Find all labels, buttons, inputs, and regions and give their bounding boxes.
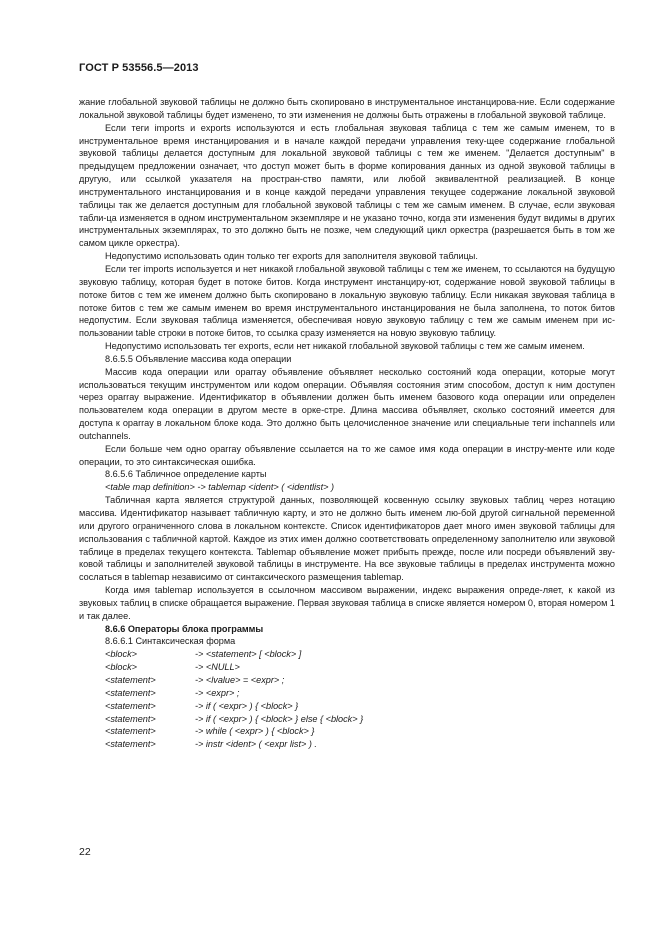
grammar-rhs: -> <lvalue> = <expr> ; [195, 674, 285, 685]
page-number: 22 [79, 846, 91, 858]
grammar-rhs: -> if ( <expr> ) { <block> } [195, 700, 299, 711]
paragraph-imports-future: Если тег imports используется и нет никакой глобальной звуковой таблицы с тем же именем, то ссылаются на будущую звуковую таблицу, которая будет в потоке битов. Когда инструмент инстанциру-ют, содержание новой звуковой таблицы в потоке битов с тем же именем должно быть скопировано в локальную звуковую таблицу. Если никакая звуковая таблица в потоке битов с тем же самым именем во время инструментального инстанцирования не была заполнена, то поток битов недопустим. Если звуковая таблица изменяется, обеспечивая новую звуковую таблицу с тем же самым именем при ис-пользовании table строки в потоке битов, то ссылка сразу изменяется на новую звуковую таблицу. [79, 263, 615, 339]
grammar-rule [79, 738, 615, 751]
grammar-rule [79, 713, 615, 726]
section-heading-8-6-6-1: 8.6.6.1 Синтаксическая форма [105, 636, 236, 647]
grammar-rhs: -> <NULL> [195, 662, 240, 673]
paragraph-oparray-error: Если больше чем одно oparray объявление ссылается на то же самое имя кода операции в инстру-менте или коде операции, то это синтаксическая ошибка. [79, 443, 615, 467]
section-heading-8-6-5-5: 8.6.5.5 Объявление массива кода операции [105, 353, 292, 364]
paragraph-continuation: жание глобальной звуковой таблицы не должно быть скопировано в инструментальное инстанцирова-ние. Если содержание локальной звуковой таблицы будет изменено, то эти изменения не должны быть отражены в глобальной звуковой таблице. [79, 97, 615, 120]
grammar-lhs: <statement> [105, 739, 156, 750]
grammar-rhs: -> instr <ident> ( <expr list> ) . [195, 739, 317, 750]
grammar-lhs: <statement> [105, 687, 156, 698]
grammar-rule [79, 648, 615, 661]
document-header: ГОСТ Р 53556.5—2013 [79, 62, 199, 74]
grammar-rhs: -> while ( <expr> ) { <block> } [195, 726, 315, 737]
grammar-lhs: <statement> [105, 713, 156, 724]
grammar-rule [79, 725, 615, 738]
grammar-rule [79, 661, 615, 674]
section-heading-8-6-5-6: 8.6.5.6 Табличное определение карты [105, 469, 267, 480]
grammar-lhs: <block> [105, 649, 137, 660]
paragraph-tablemap-index: Когда имя tablemap используется в ссылочном массивом выражении, индекс выражения опреде-ляет, к какой из звуковых таблиц в списке обращается выражение. Первая звуковая таблица в списке является номером 0, вторая номером 1 и так далее. [79, 585, 615, 621]
grammar-rhs: -> if ( <expr> ) { <block> } else { <block> } [195, 713, 364, 724]
paragraph-exports-invalid: Недопустимо использовать тег exports, если нет никакой глобальной звуковой таблицы с тем же самым именем. [105, 341, 585, 352]
grammar-rhs: -> <statement> [ <block> ] [195, 649, 302, 660]
grammar-tablemap: <table map definition> -> tablemap <ident> ( <identlist> ) [105, 482, 335, 493]
grammar-lhs: <statement> [105, 726, 156, 737]
grammar-rule [79, 687, 615, 700]
grammar-rhs: -> <expr> ; [195, 687, 240, 698]
paragraph-exports-only: Недопустимо использовать один только тег exports для заполнителя звуковой таблицы. [105, 251, 478, 262]
grammar-rule [79, 674, 615, 687]
paragraph-tablemap: Табличная карта является структурой данных, позволяющей косвенную ссылку звуковых таблиц через нотацию массива. Идентификатор называет табличную карту, и это не должно быть именем лю-бой другой сигнальной переменной или другого ограниченного слова в локальном контексте. Список идентификаторов дает много имен звуковой таблицы для использования с табличной картой. Каждое из этих имен должно соответствовать определенному заполнителю или звуковой таблице в пределах текущего контекста. Tablemap объявление может прибыть прежде, после или посреди объявлений зву-ковой таблицы и заполнителей звуковой таблицы в инструменте. На все звуковые таблицы в пределах инструмента можно сослаться в tablemap независимо от синтаксического размещения tablemap. [79, 495, 615, 583]
grammar-lhs: <statement> [105, 674, 156, 685]
paragraph-imports-exports: Если теги imports и exports используются и есть глобальная звуковая таблица с тем же самым именем, то в инструментальное время инстанцирования и в начале каждой передачи управления теку-щее содержание глобальной звуковой таблицы делается доступным для локальной звуковой таблицы с тем же именем. "Делается доступным" в предыдущем предложении означает, что доступ может быть в форме копирования данных из одной звуковой таблицы в другую, или ссылкой указателя на простран-ство памяти, или любой эквивалентной реализацией. В конце инструментального инстанцирования и в конце каждой передачи управления текущее содержание локальной звуковой таблицы так же делается доступным для глобальной звуковой таблицы с тем же самым именем. В случае, если звуковая табли-ца изменяется в одном инструментальном экземпляре и не указано точно, когда эти изменения будут видимы в других инструментальных экземплярах, то это должно быть не позже, чем следующий цикл оркестра (разрешается быть в том же самом цикле оркестра). [79, 122, 615, 249]
grammar-lhs: <block> [105, 662, 137, 673]
grammar-lhs: <statement> [105, 700, 156, 711]
section-heading-8-6-6: 8.6.6 Операторы блока программы [105, 623, 264, 634]
document-body [79, 96, 615, 751]
grammar-rule [79, 700, 615, 713]
paragraph-oparray: Массив кода операции или oparray объявление объявляет несколько состояний кода операции, которые могут использоваться текущим инструментом или кодом операции. Объявляя состояния этим способом, доступ к ним доступен через oparray выражение. Идентификатор в объявлении должен быть именем базового кода операции или определен пользователем кода операции в другом месте в орке-стре. Длина массива объявляет, сколько состояний имеется для доступа к oparray в локальном блоке кода. Это должно быть целочисленное значение или специальные теги inchannels или outchannels. [79, 366, 615, 441]
